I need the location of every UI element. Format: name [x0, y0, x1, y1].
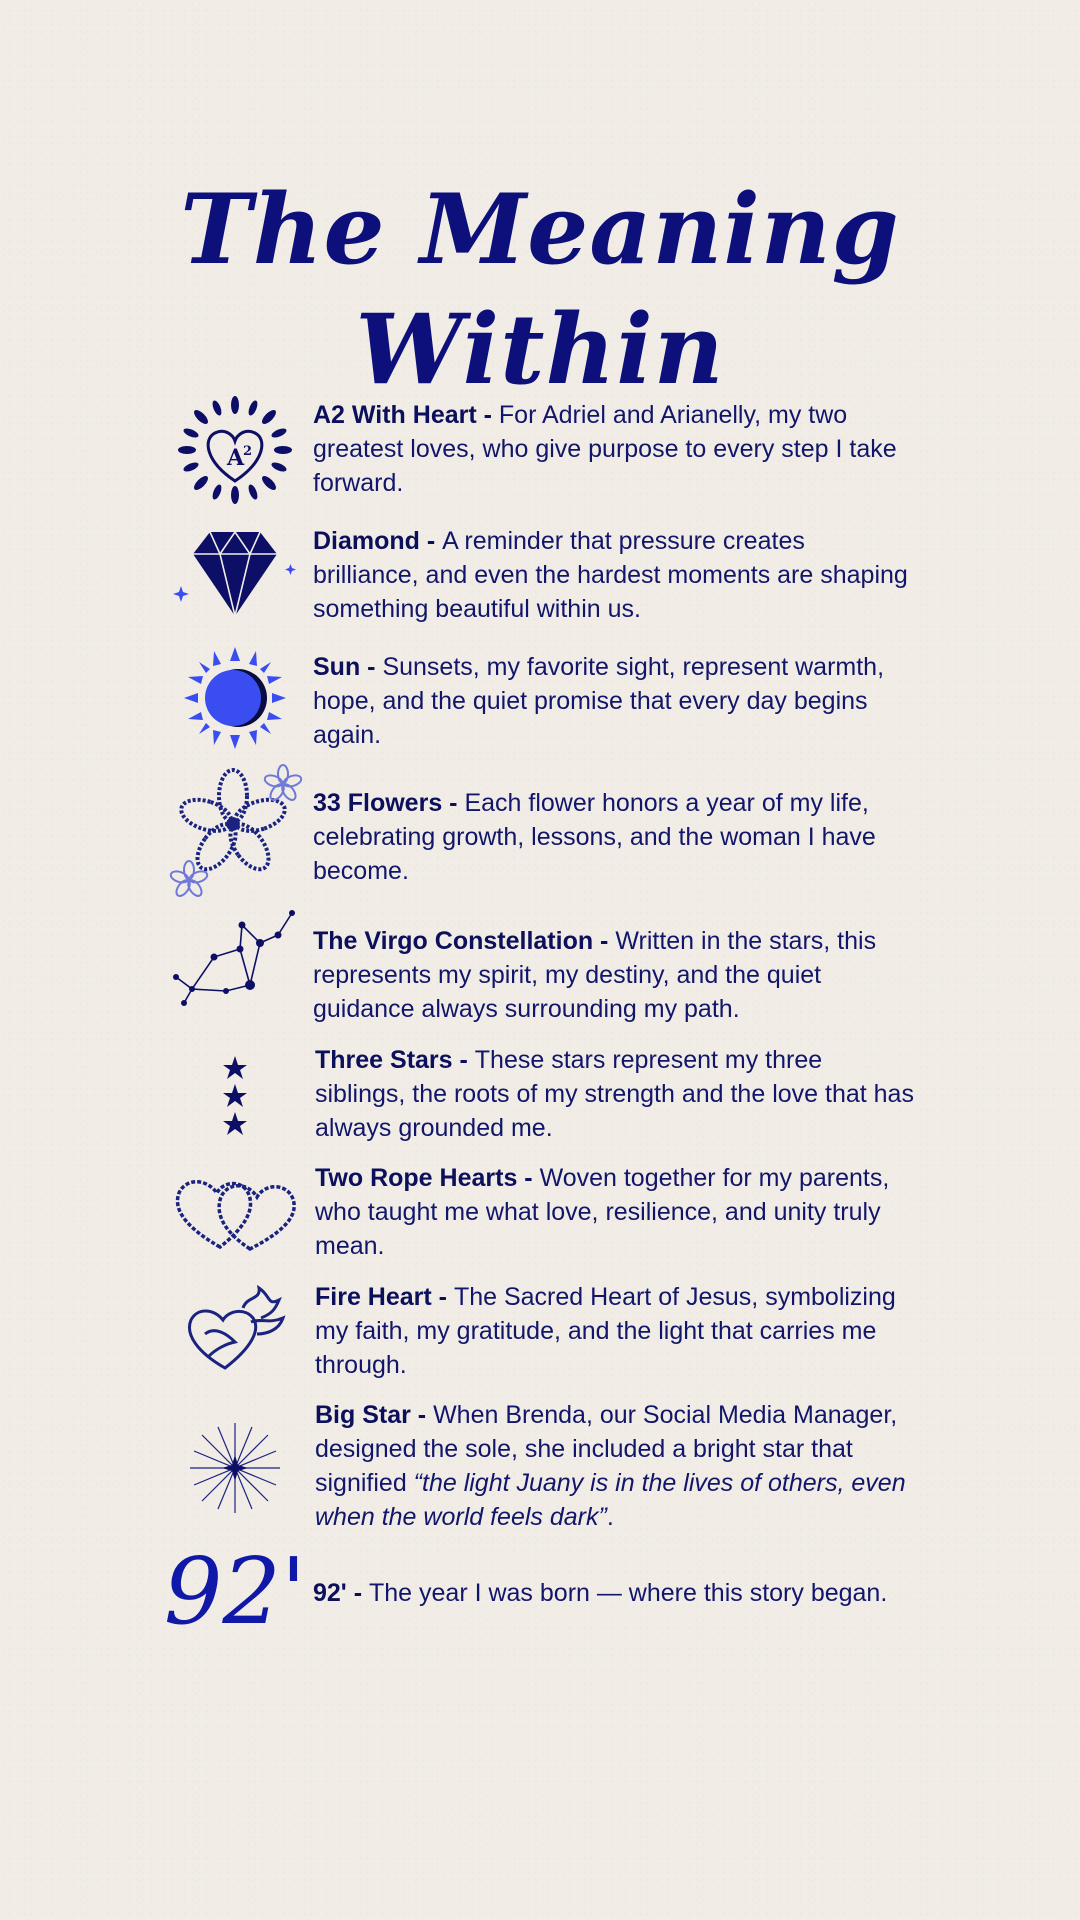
entry-text [313, 786, 913, 888]
entry-text [315, 1043, 915, 1145]
a2-heart-icon [160, 390, 310, 510]
entry-description-end: . [606, 1503, 614, 1531]
entry-label: A2 With Heart - [313, 401, 499, 429]
entry-description: Sunsets, my favorite sight, represent warmth, hope, and the quiet promise that every day begins again. [313, 653, 885, 749]
entry-description: For Adriel and Arianelly, my two greatest loves, who give purpose to every step I take forward. [313, 401, 897, 497]
entry-description: The Sacred Heart of Jesus, symbolizing my faith, my gratitude, and the light that carries me through. [315, 1283, 896, 1379]
entry-quote: “the light Juany is in the lives of others, even when the world feels dark” [315, 1469, 906, 1531]
three-stars-icon [160, 1037, 310, 1157]
entry-label: Diamond - [313, 527, 443, 555]
entry-description: The year I was born — where this story began. [368, 1579, 888, 1607]
entry-label: 33 Flowers - [313, 789, 465, 817]
svg-text:A: A [227, 445, 245, 471]
entry-label: Sun - [313, 653, 383, 681]
entry-label: The Virgo Constellation - [313, 927, 616, 955]
sun-icon [160, 638, 310, 758]
entry-text [313, 1576, 933, 1610]
virgo-constellation-icon [160, 900, 310, 1020]
entry-text [315, 1398, 915, 1534]
entry-description: These stars represent my three siblings, the roots of my strength and the love that has always grounded me. [315, 1046, 914, 1142]
entry-text [313, 650, 913, 752]
entry-label: Three Stars - [315, 1046, 475, 1074]
entry-description: Woven together for my parents, who taught me what love, resilience, and unity truly mean. [315, 1164, 890, 1260]
diamond-icon [160, 514, 310, 634]
big-star-icon [160, 1408, 310, 1528]
entry-label: 92' - [313, 1579, 369, 1607]
entry-description: A reminder that pressure creates brilliance, and even the hardest moments are shaping something beautiful within us. [313, 527, 908, 623]
page-title: The Meaning Within [180, 173, 900, 406]
entry-label: Two Rope Hearts - [315, 1164, 540, 1192]
svg-text:2: 2 [243, 444, 253, 459]
entry-label: Big Star - [315, 1401, 434, 1429]
entry-text [315, 1161, 915, 1263]
entry-text [313, 524, 913, 626]
rope-hearts-icon [160, 1151, 310, 1271]
year-glyph: 92' [163, 1538, 307, 1645]
entry-description: Each flower honors a year of my life, celebrating growth, lessons, and the woman I have become. [313, 789, 876, 885]
entry-description: Written in the stars, this represents my spirit, my destiny, and the quiet guidance always surrounding my path. [313, 927, 877, 1023]
entry-label: Fire Heart - [315, 1283, 454, 1311]
entry-text [313, 398, 913, 500]
entry-description: When Brenda, our Social Media Manager, designed the sole, she included a bright star that signified [315, 1401, 898, 1497]
flowers-icon [160, 762, 310, 902]
entry-text [315, 1280, 915, 1382]
year-92-icon [160, 1532, 310, 1652]
entry-text [313, 924, 913, 1026]
fire-heart-icon [160, 1268, 310, 1388]
